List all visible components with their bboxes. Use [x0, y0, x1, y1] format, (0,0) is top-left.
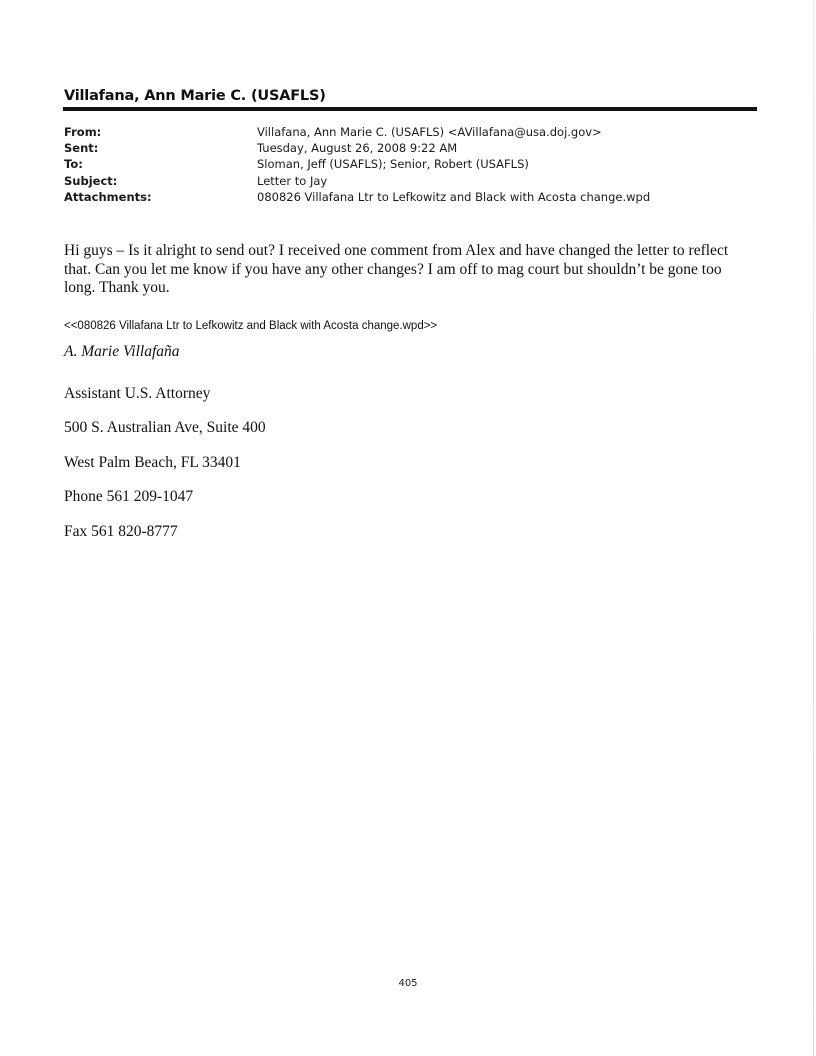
to-value: Sloman, Jeff (USAFLS); Senior, Robert (USAFLS)	[257, 157, 529, 172]
page-number: 405	[398, 978, 418, 989]
subject-value: Letter to Jay	[257, 173, 328, 188]
signature-address-line1: 500 S. Australian Ave, Suite 400	[64, 419, 266, 436]
inline-attachment: <<080826 Villafana Ltr to Lefkowitz and Black with Acosta change.wpd>>	[64, 320, 438, 332]
sender-heading: Villafana, Ann Marie C. (USAFLS)	[64, 88, 326, 104]
sent-value: Tuesday, August 26, 2008 9:22 AM	[257, 141, 458, 156]
sent-row	[64, 140, 650, 156]
email-body: Hi guys – Is it alright to send out? I received one comment from Alex and have changed the letter to reflect that. Can you let me know if you have any other changes? I am off to mag court but shouldn’t be gone too long. Thank you.	[64, 242, 729, 296]
signature-phone: Phone 561 209-1047	[64, 488, 194, 505]
signature-name: A. Marie Villafaña	[64, 343, 180, 360]
signature-fax: Fax 561 820-8777	[64, 523, 178, 540]
heading-rule	[63, 107, 757, 111]
from-label: From:	[64, 125, 102, 139]
sent-label: Sent:	[64, 141, 99, 156]
from-row	[64, 124, 650, 140]
attachments-row	[64, 189, 650, 205]
attachments-value: 080826 Villafana Ltr to Lefkowitz and Black with Acosta change.wpd	[257, 189, 651, 204]
signature-address-line2: West Palm Beach, FL 33401	[64, 454, 241, 471]
attachments-label: Attachments:	[64, 189, 152, 204]
signature-title: Assistant U.S. Attorney	[64, 385, 211, 402]
to-label: To:	[64, 157, 83, 172]
from-value: Villafana, Ann Marie C. (USAFLS) <AVillafana@usa.doj.gov>	[257, 125, 602, 139]
subject-row	[64, 173, 650, 189]
page-edge	[813, 0, 814, 1056]
email-header-table	[64, 124, 650, 205]
to-row	[64, 156, 650, 172]
subject-label: Subject:	[64, 173, 118, 188]
